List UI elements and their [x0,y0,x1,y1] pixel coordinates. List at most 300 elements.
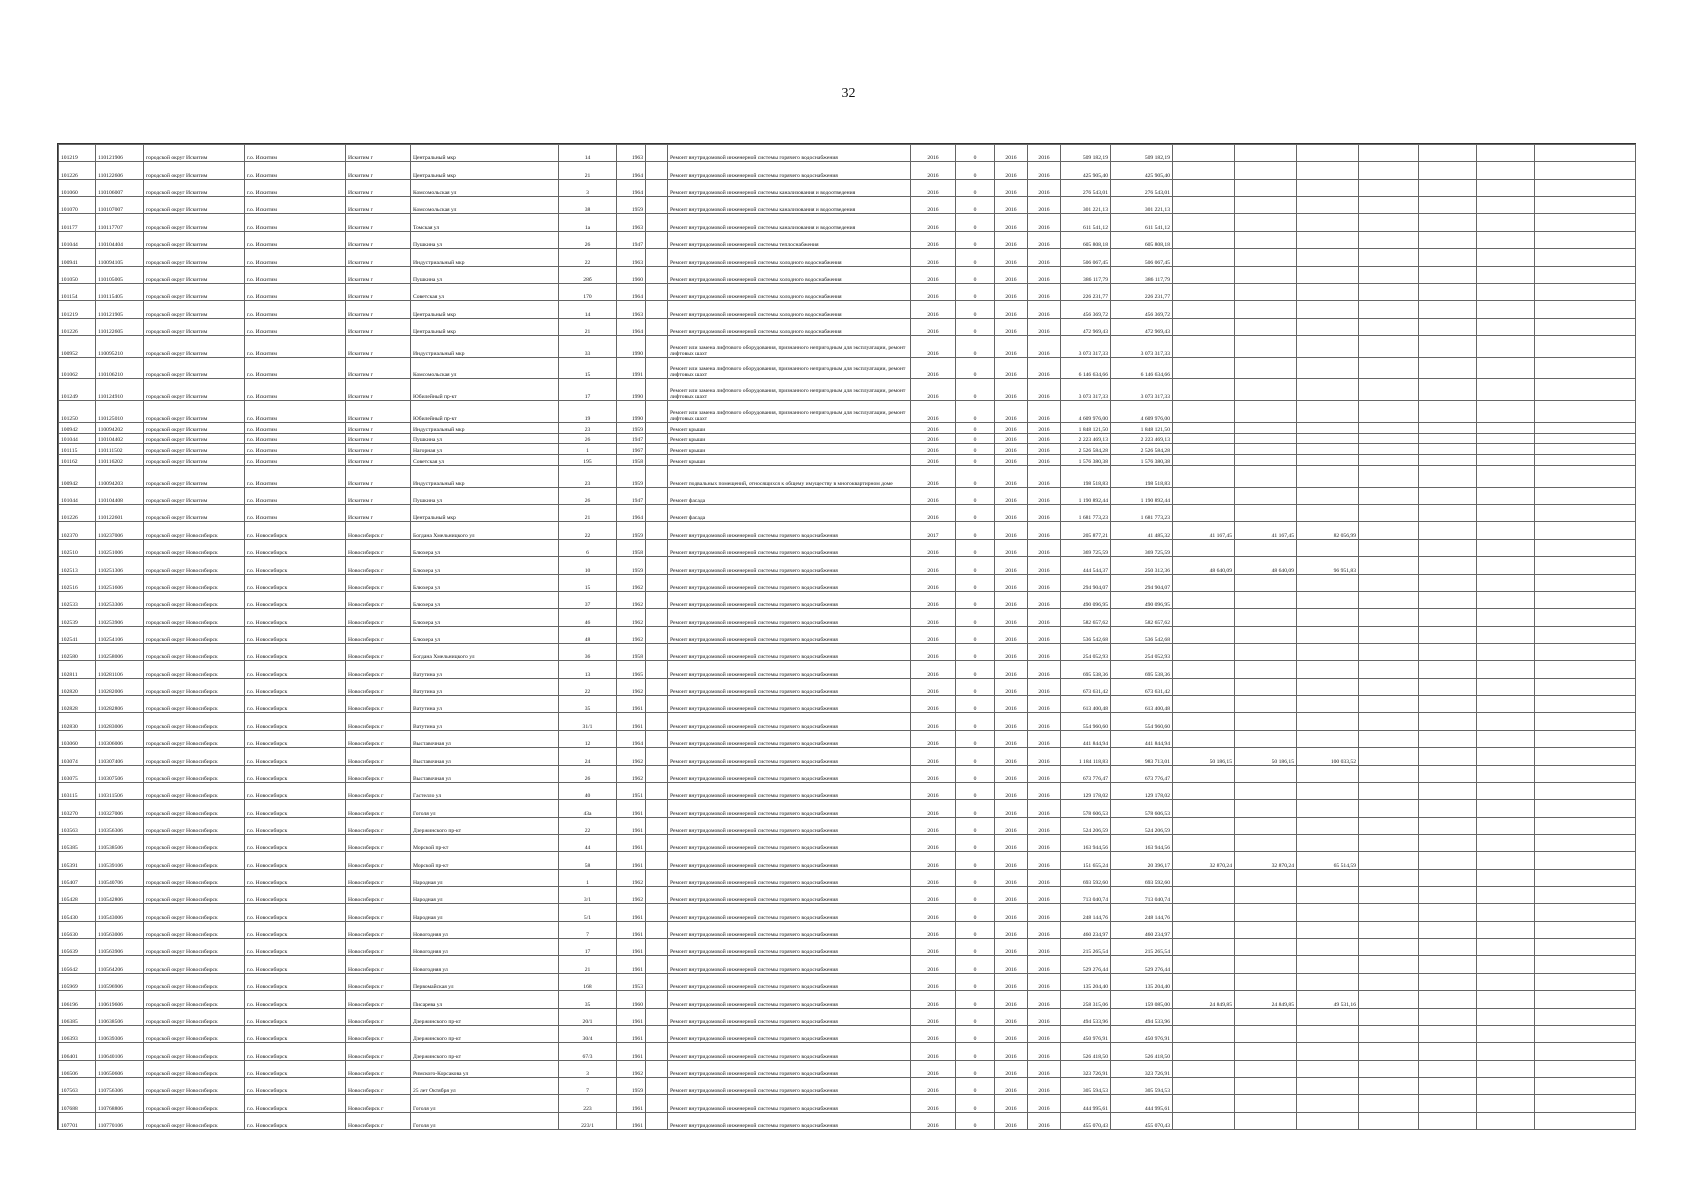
empty-cell [1359,887,1419,904]
cell-s1: 506 067,45 [1061,249,1111,266]
empty-cell [1535,904,1636,921]
cell-z: 0 [956,455,995,466]
empty-cell [646,179,668,196]
cell-z: 0 [956,433,995,444]
cell-house: 36 [559,644,617,661]
cell-year: 1990 [617,379,646,401]
cell-code: 110094105 [96,249,144,266]
cell-city: Искитим г [346,455,411,466]
cell-work: Ремонт фасада [668,487,911,504]
cell-s1: 294 904,07 [1061,574,1111,591]
cell-okrug: городской округ Новосибирск [144,1112,245,1129]
cell-s2: 4 609 976,00 [1111,401,1173,423]
empty-cell [1477,145,1535,162]
empty-cell [1477,179,1535,196]
empty-cell [646,956,668,973]
cell-a3 [1297,179,1359,196]
cell-a1 [1173,214,1235,231]
empty-cell [1359,1077,1419,1094]
cell-y1: 2016 [911,730,956,747]
empty-cell [1359,1060,1419,1077]
cell-a1 [1173,713,1235,730]
cell-a3: 100 033,52 [1297,748,1359,765]
cell-s2: 605 808,18 [1111,231,1173,248]
cell-code: 110122601 [96,505,144,522]
empty-cell [1477,466,1535,488]
cell-y1: 2016 [911,991,956,1008]
cell-y2: 2016 [995,765,1028,782]
cell-code: 110281106 [96,661,144,678]
table-row [59,1043,1636,1060]
cell-a2 [1235,817,1297,834]
cell-a2 [1235,887,1297,904]
cell-okrug: городской округ Новосибирск [144,1025,245,1042]
empty-cell [1419,1077,1477,1094]
empty-cell [1535,730,1636,747]
cell-city: Искитим г [346,283,411,300]
empty-cell [1535,1112,1636,1129]
cell-s2: 494 533,96 [1111,1008,1173,1025]
cell-year: 1959 [617,197,646,214]
cell-s1: 151 655,24 [1061,852,1111,869]
cell-go: г.о. Новосибирск [245,921,346,938]
empty-cell [1535,487,1636,504]
empty-cell [1359,869,1419,886]
empty-cell [1477,1095,1535,1112]
cell-house: 3 [559,1060,617,1077]
empty-cell [1359,231,1419,248]
cell-city: Искитим г [346,214,411,231]
cell-okrug: городской округ Новосибирск [144,1077,245,1094]
cell-id: 101062 [59,357,96,379]
empty-cell [646,834,668,851]
table-row [59,904,1636,921]
cell-s1: 529 276,44 [1061,956,1111,973]
cell-id: 101060 [59,179,96,196]
cell-a1 [1173,505,1235,522]
cell-y2: 2016 [995,921,1028,938]
cell-id: 102820 [59,678,96,695]
cell-z: 0 [956,283,995,300]
cell-s1: 226 231,77 [1061,283,1111,300]
cell-a1 [1173,1043,1235,1060]
cell-code: 110106007 [96,179,144,196]
cell-a1 [1173,539,1235,556]
empty-cell [1359,574,1419,591]
cell-code: 110111502 [96,444,144,455]
empty-cell [1419,539,1477,556]
table-row [59,1095,1636,1112]
cell-house: 13 [559,661,617,678]
empty-cell [646,678,668,695]
cell-house: 1 [559,444,617,455]
cell-id: 106393 [59,1025,96,1042]
table-row [59,357,1636,379]
cell-a3 [1297,730,1359,747]
cell-a1 [1173,574,1235,591]
empty-cell [646,522,668,539]
table-row [59,539,1636,556]
cell-go: г.о. Новосибирск [245,557,346,574]
cell-a2 [1235,800,1297,817]
cell-a1 [1173,422,1235,433]
cell-go: г.о. Искитим [245,335,346,357]
cell-z: 0 [956,557,995,574]
empty-cell [1419,557,1477,574]
empty-cell [1477,1008,1535,1025]
cell-s1: 198 518,83 [1061,466,1111,488]
cell-house: 1а [559,214,617,231]
cell-year: 1958 [617,455,646,466]
cell-id: 107701 [59,1112,96,1129]
cell-street: Индустриальный мкр [411,335,559,357]
cell-s2: 369 725,59 [1111,539,1173,556]
cell-house: 168 [559,973,617,990]
cell-city: Искитим г [346,162,411,179]
cell-a1 [1173,249,1235,266]
cell-street: Советская ул [411,455,559,466]
cell-go: г.о. Новосибирск [245,591,346,608]
cell-go: г.о. Новосибирск [245,800,346,817]
cell-s2: 3 073 317,33 [1111,379,1173,401]
cell-go: г.о. Новосибирск [245,609,346,626]
cell-y2: 2016 [995,522,1028,539]
empty-cell [1477,335,1535,357]
cell-a3 [1297,401,1359,423]
cell-go: г.о. Новосибирск [245,1095,346,1112]
cell-code: 110251306 [96,557,144,574]
cell-okrug: городской округ Искитим [144,505,245,522]
empty-cell [1535,522,1636,539]
cell-street: Римского-Корсакова ул [411,1060,559,1077]
cell-okrug: городской округ Новосибирск [144,713,245,730]
cell-a3 [1297,939,1359,956]
cell-go: г.о. Новосибирск [245,1060,346,1077]
cell-okrug: городской округ Искитим [144,266,245,283]
data-table [58,144,1636,1130]
cell-go: г.о. Новосибирск [245,869,346,886]
empty-cell [1359,591,1419,608]
cell-a2 [1235,1095,1297,1112]
empty-cell [1419,678,1477,695]
cell-city: Новосибирск г [346,1025,411,1042]
cell-go: г.о. Новосибирск [245,887,346,904]
empty-cell [1477,283,1535,300]
empty-cell [646,1095,668,1112]
empty-cell [1419,609,1477,626]
cell-code: 110770106 [96,1112,144,1129]
cell-year: 1951 [617,782,646,799]
cell-code: 110258006 [96,644,144,661]
empty-cell [646,696,668,713]
cell-code: 110122606 [96,162,144,179]
cell-s2: 509 182,19 [1111,145,1173,162]
empty-cell [646,1008,668,1025]
cell-go: г.о. Искитим [245,433,346,444]
cell-y1: 2016 [911,748,956,765]
cell-code: 110563006 [96,921,144,938]
empty-cell [646,626,668,643]
cell-z: 0 [956,357,995,379]
cell-a2 [1235,505,1297,522]
cell-a2: 32 870,24 [1235,852,1297,869]
cell-y1: 2016 [911,379,956,401]
cell-code: 110251606 [96,574,144,591]
cell-street: Пушкина ул [411,266,559,283]
cell-z: 0 [956,1025,995,1042]
empty-cell [1419,973,1477,990]
table-row [59,713,1636,730]
cell-year: 1962 [617,591,646,608]
empty-cell [1359,401,1419,423]
empty-cell [1477,782,1535,799]
cell-z: 0 [956,1060,995,1077]
cell-y1: 2016 [911,357,956,379]
cell-go: г.о. Искитим [245,283,346,300]
empty-cell [1535,379,1636,401]
cell-go: г.о. Искитим [245,162,346,179]
cell-work: Ремонт внутридомовой инженерной системы холодного водоснабжения [668,249,911,266]
cell-s1: 1 190 892,44 [1061,487,1111,504]
empty-cell [1419,1025,1477,1042]
cell-a2 [1235,455,1297,466]
cell-s1: 2 223 469,13 [1061,433,1111,444]
cell-y2: 2016 [995,852,1028,869]
empty-cell [1359,748,1419,765]
table-row [59,869,1636,886]
cell-house: 21 [559,505,617,522]
cell-s1: 135 204,40 [1061,973,1111,990]
cell-city: Искитим г [346,401,411,423]
cell-street: Ватутина ул [411,678,559,695]
cell-y3: 2016 [1028,730,1061,747]
cell-y1: 2016 [911,197,956,214]
cell-year: 1959 [617,466,646,488]
cell-a3 [1297,626,1359,643]
cell-street: Ватутина ул [411,696,559,713]
cell-s1: 215 265,54 [1061,939,1111,956]
cell-a2 [1235,301,1297,318]
cell-s1: 673 631,42 [1061,678,1111,695]
cell-house: 223/1 [559,1112,617,1129]
table-row [59,991,1636,1008]
cell-s2: 386 117,79 [1111,266,1173,283]
table-row [59,800,1636,817]
cell-y2: 2016 [995,1043,1028,1060]
cell-id: 105385 [59,834,96,851]
empty-cell [1477,1043,1535,1060]
cell-go: г.о. Искитим [245,401,346,423]
cell-y2: 2016 [995,869,1028,886]
empty-cell [646,335,668,357]
cell-id: 105969 [59,973,96,990]
empty-cell [1535,800,1636,817]
cell-s2: 460 234,97 [1111,921,1173,938]
cell-street: Морской пр-кт [411,852,559,869]
table-row [59,956,1636,973]
cell-a1 [1173,626,1235,643]
cell-z: 0 [956,748,995,765]
cell-id: 107688 [59,1095,96,1112]
empty-cell [1535,466,1636,488]
cell-id: 105642 [59,956,96,973]
empty-cell [1419,1008,1477,1025]
cell-work: Ремонт внутридомовой инженерной системы горячего водоснабжения [668,678,911,695]
cell-work: Ремонт внутридомовой инженерной системы горячего водоснабжения [668,1008,911,1025]
empty-cell [1535,713,1636,730]
cell-id: 102811 [59,661,96,678]
cell-a2: 48 640,09 [1235,557,1297,574]
cell-year: 1963 [617,145,646,162]
empty-cell [1477,661,1535,678]
cell-y3: 2016 [1028,401,1061,423]
cell-house: 37 [559,591,617,608]
cell-a2 [1235,869,1297,886]
cell-city: Искитим г [346,231,411,248]
cell-okrug: городской округ Новосибирск [144,869,245,886]
cell-city: Новосибирск г [346,574,411,591]
empty-cell [646,991,668,1008]
cell-a1 [1173,466,1235,488]
cell-y3: 2016 [1028,661,1061,678]
table-row [59,852,1636,869]
cell-y3: 2016 [1028,301,1061,318]
cell-y2: 2016 [995,162,1028,179]
cell-s1: 611 541,12 [1061,214,1111,231]
cell-y2: 2016 [995,817,1028,834]
cell-id: 102513 [59,557,96,574]
empty-cell [1535,433,1636,444]
cell-code: 110540706 [96,869,144,886]
cell-a2 [1235,1025,1297,1042]
table-row [59,1060,1636,1077]
cell-s2: 536 542,68 [1111,626,1173,643]
cell-okrug: городской округ Новосибирск [144,574,245,591]
cell-y2: 2016 [995,1112,1028,1129]
empty-cell [646,505,668,522]
cell-y1: 2016 [911,782,956,799]
cell-a1 [1173,887,1235,904]
table-row [59,379,1636,401]
cell-street: Пушкина ул [411,231,559,248]
empty-cell [646,433,668,444]
cell-a1 [1173,956,1235,973]
cell-a3 [1297,231,1359,248]
cell-z: 0 [956,661,995,678]
empty-cell [1535,179,1636,196]
cell-y3: 2016 [1028,444,1061,455]
empty-cell [646,466,668,488]
cell-year: 1959 [617,522,646,539]
cell-street: 25 лет Октября ул [411,1077,559,1094]
cell-city: Искитим г [346,444,411,455]
cell-y3: 2016 [1028,887,1061,904]
cell-y3: 2016 [1028,713,1061,730]
empty-cell [1535,1077,1636,1094]
cell-okrug: городской округ Новосибирск [144,1060,245,1077]
empty-cell [1535,231,1636,248]
empty-cell [1535,335,1636,357]
cell-okrug: городской округ Новосибирск [144,539,245,556]
cell-id: 106385 [59,1008,96,1025]
cell-z: 0 [956,800,995,817]
cell-s1: 163 944,56 [1061,834,1111,851]
cell-y1: 2017 [911,522,956,539]
empty-cell [646,817,668,834]
cell-go: г.о. Новосибирск [245,678,346,695]
cell-street: Центральный мкр [411,318,559,335]
cell-a3: 49 531,16 [1297,991,1359,1008]
cell-s1: 6 146 634,66 [1061,357,1111,379]
cell-okrug: городской округ Искитим [144,162,245,179]
empty-cell [1535,696,1636,713]
cell-house: 21 [559,162,617,179]
cell-work: Ремонт внутридомовой инженерной системы горячего водоснабжения [668,800,911,817]
cell-street: Богдана Хмельницкого ул [411,644,559,661]
cell-okrug: городской округ Искитим [144,231,245,248]
cell-y3: 2016 [1028,1095,1061,1112]
empty-cell [1535,1025,1636,1042]
empty-cell [1477,713,1535,730]
empty-cell [646,301,668,318]
cell-go: г.о. Искитим [245,422,346,433]
cell-z: 0 [956,852,995,869]
cell-a2 [1235,335,1297,357]
empty-cell [1359,539,1419,556]
table-row [59,609,1636,626]
cell-y1: 2016 [911,505,956,522]
cell-street: Ватутина ул [411,661,559,678]
cell-house: 22 [559,522,617,539]
cell-city: Новосибирск г [346,1043,411,1060]
cell-a3 [1297,379,1359,401]
cell-z: 0 [956,214,995,231]
cell-y3: 2016 [1028,921,1061,938]
cell-work: Ремонт или замена лифтового оборудования, признанного непригодным для эксплуатации, ремонт лифтовых шахт [668,379,911,401]
cell-code: 110306006 [96,730,144,747]
cell-s2: 695 538,36 [1111,661,1173,678]
cell-city: Новосибирск г [346,939,411,956]
cell-s2: 323 726,91 [1111,1060,1173,1077]
cell-city: Новосибирск г [346,887,411,904]
cell-y1: 2016 [911,335,956,357]
empty-cell [646,973,668,990]
cell-y1: 2016 [911,214,956,231]
cell-a3 [1297,539,1359,556]
cell-s1: 444 995,61 [1061,1095,1111,1112]
cell-a2 [1235,179,1297,196]
cell-a2 [1235,591,1297,608]
cell-go: г.о. Новосибирск [245,904,346,921]
empty-cell [1535,678,1636,695]
cell-okrug: городской округ Новосибирск [144,1008,245,1025]
empty-cell [1535,661,1636,678]
cell-s1: 526 418,50 [1061,1043,1111,1060]
empty-cell [1535,1043,1636,1060]
cell-y1: 2016 [911,1077,956,1094]
empty-cell [1535,1095,1636,1112]
cell-go: г.о. Новосибирск [245,991,346,1008]
empty-cell [1535,939,1636,956]
cell-year: 1947 [617,487,646,504]
empty-cell [1535,817,1636,834]
empty-cell [1359,301,1419,318]
empty-cell [1477,557,1535,574]
cell-code: 110564206 [96,956,144,973]
cell-a1 [1173,231,1235,248]
cell-s2: 198 518,83 [1111,466,1173,488]
cell-city: Новосибирск г [346,904,411,921]
